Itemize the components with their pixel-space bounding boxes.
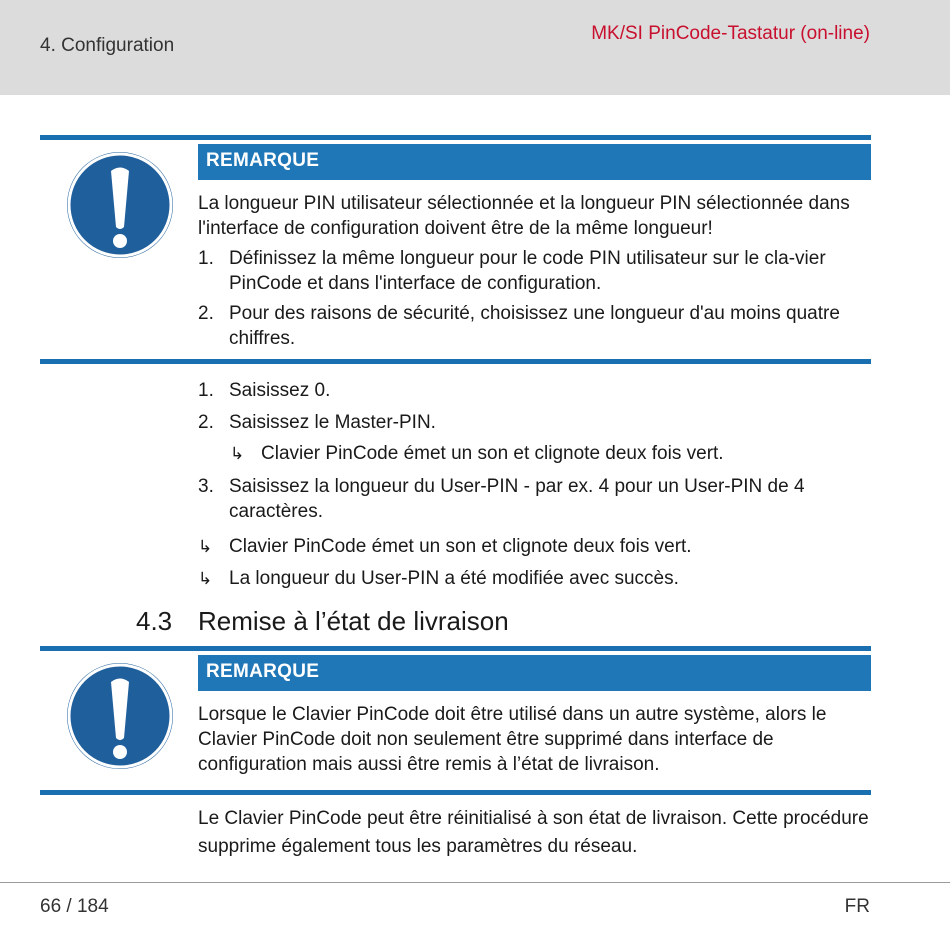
notice-top-rule — [40, 646, 871, 651]
procedure-step-number: 3. — [198, 476, 214, 497]
exclamation-circle-icon — [64, 149, 176, 261]
result-arrow-icon: ↳ — [198, 569, 213, 588]
header-document-title: MK/SI PinCode-Tastatur (on-line) — [591, 23, 870, 44]
procedure-step-text: Saisissez le Master-PIN. — [229, 412, 436, 433]
result-arrow-icon: ↳ — [230, 444, 245, 463]
procedure-step-number: 1. — [198, 380, 214, 401]
procedure-step-text: Saisissez la longueur du User-PIN - par ex. 4 pour un User-PIN de 4 caractères. — [229, 476, 805, 522]
notice-step-number: 1. — [198, 248, 214, 269]
footer-rule — [0, 882, 950, 883]
section-title: Remise à l’état de livraison — [198, 606, 509, 636]
page-header — [0, 0, 950, 95]
section-number: 4.3 — [136, 606, 173, 636]
procedure-result: Clavier PinCode émet un son et clignote deux fois vert. — [229, 536, 692, 557]
body-paragraph: Le Clavier PinCode peut être réinitialisé à son état de livraison. Cette procédure supprime également tous les paramètres du réseau. — [198, 808, 869, 857]
procedure-result: La longueur du User-PIN a été modifiée avec succès. — [229, 568, 679, 589]
notice-top-rule — [40, 135, 871, 140]
page-number: 66 / 184 — [40, 896, 109, 917]
notice-text: Lorsque le Clavier PinCode doit être utilisé dans un autre système, alors le Clavier PinCode doit non seulement être supprimé dans interface de configuration mais aussi être remis à l’état de livraison. — [198, 704, 827, 775]
notice-step-number: 2. — [198, 303, 214, 324]
exclamation-circle-icon — [64, 660, 176, 772]
result-arrow-icon: ↳ — [198, 537, 213, 556]
notice-label: REMARQUE — [206, 661, 320, 682]
notice-step-text: Définissez la même longueur pour le code PIN utilisateur sur le cla-vier PinCode et dans l'interface de configuration. — [229, 248, 826, 294]
language-code: FR — [844, 896, 870, 917]
procedure-step-result: Clavier PinCode émet un son et clignote deux fois vert. — [261, 443, 724, 464]
procedure-step-number: 2. — [198, 412, 214, 433]
notice-bottom-rule — [40, 790, 871, 795]
header-section-title: 4. Configuration — [40, 35, 175, 56]
notice-bottom-rule — [40, 359, 871, 364]
procedure-step-text: Saisissez 0. — [229, 380, 331, 401]
notice-label-bar — [198, 655, 871, 691]
notice-label-bar — [198, 144, 871, 180]
notice-label: REMARQUE — [206, 150, 320, 171]
notice-step-text: Pour des raisons de sécurité, choisissez une longueur d'au moins quatre chiffres. — [229, 303, 840, 349]
notice-text: La longueur PIN utilisateur sélectionnée et la longueur PIN sélectionnée dans l'interface de configuration doivent être de la même longueur! — [198, 193, 850, 239]
